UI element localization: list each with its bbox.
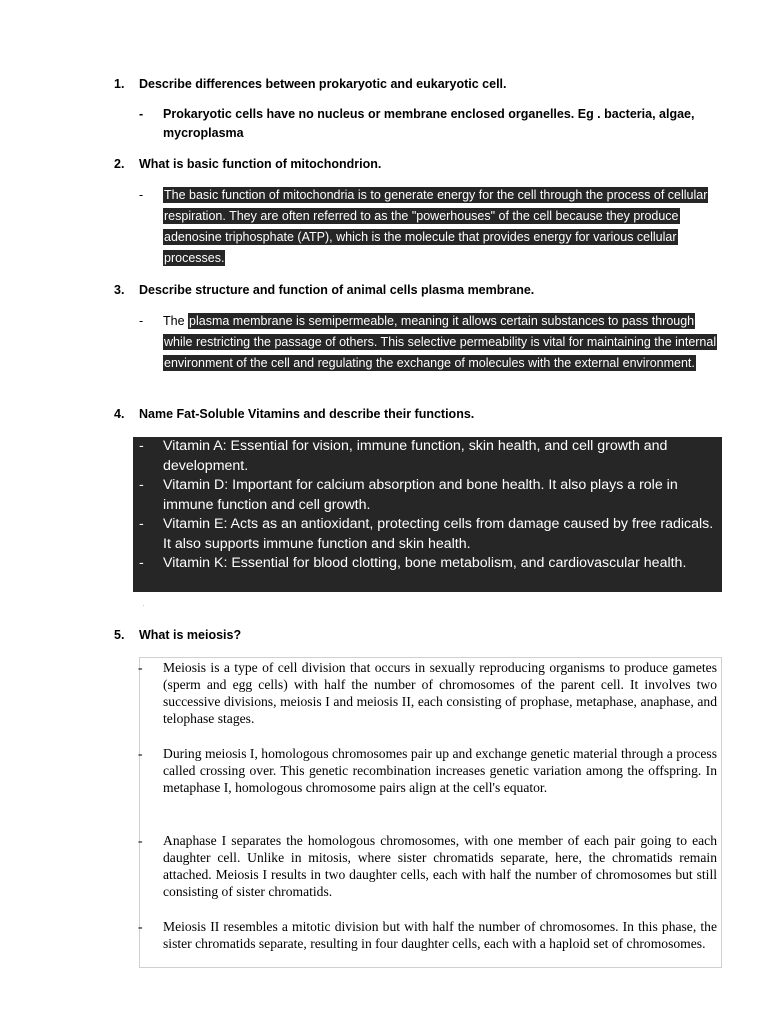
- meiosis-paragraph: [140, 659, 721, 727]
- paragraph-mark-decoration: ·: [142, 600, 146, 611]
- meiosis-paragraph-text: Anaphase I separates the homologous chromosomes, with one member of each pair going to each daughter cell. Unlike in mitosis, where sister chromatids separate, here, the chromatids remain attached. Meiosis I results in two daughter cells, each with half the number of chromosomes but still consisting of sister chromatids.: [163, 833, 717, 899]
- bullet-dash: -: [139, 188, 144, 202]
- meiosis-answer-box: [139, 657, 722, 968]
- bullet-dash: -: [138, 919, 143, 934]
- question-2: [114, 156, 724, 172]
- question-4: [114, 406, 724, 422]
- meiosis-paragraph-text: Meiosis II resembles a mitotic division but with half the number of chromosomes. In this phase, the sister chromatids separate, resulting in four daughter cells, each with a haploid set of chromosomes.: [163, 919, 717, 951]
- vitamin-text: Vitamin D: Important for calcium absorption and bone health. It also plays a role in immune function and cell growth.: [163, 477, 678, 513]
- meiosis-paragraph: [140, 832, 721, 900]
- answer-3: [139, 311, 724, 374]
- answer-3-lead-text: The: [163, 314, 189, 328]
- answer-1-text: Prokaryotic cells have no nucleus or membrane enclosed organelles. Eg . bacteria, algae, mycroplasma: [163, 107, 695, 140]
- bullet-dash: -: [139, 477, 144, 493]
- question-number: 5.: [114, 628, 125, 642]
- bullet-dash: -: [138, 660, 143, 675]
- question-number: 2.: [114, 157, 125, 171]
- bullet-dash: -: [139, 314, 144, 328]
- vitamin-text: Vitamin K: Essential for blood clotting, bone metabolism, and cardiovascular health.: [163, 555, 687, 571]
- question-1: [114, 76, 724, 92]
- vitamins-highlight-block: [133, 437, 722, 592]
- question-text: What is meiosis?: [139, 628, 242, 642]
- question-number: 1.: [114, 77, 125, 91]
- question-text: What is basic function of mitochondrion.: [139, 157, 382, 171]
- answer-2: [139, 185, 724, 269]
- question-text: Name Fat-Soluble Vitamins and describe their functions.: [139, 407, 475, 421]
- bullet-dash: -: [138, 833, 143, 848]
- question-text: Describe structure and function of animal cells plasma membrane.: [139, 283, 535, 297]
- bullet-dash: -: [139, 107, 144, 121]
- meiosis-paragraph: [140, 918, 721, 952]
- answer-3-highlighted-text: plasma membrane is semipermeable, meaning it allows certain substances to pass through while restricting the passage of others. This selective permeability is vital for maintaining the internal environment of the cell and regulating the exchange of molecules with the external environment.: [164, 314, 717, 370]
- vitamin-text: Vitamin E: Acts as an antioxidant, protecting cells from damage caused by free radicals. It also supports immune function and skin health.: [163, 516, 714, 552]
- vitamin-item: [133, 437, 722, 476]
- answer-1: [139, 105, 724, 143]
- vitamin-item: [133, 554, 722, 574]
- question-3: [114, 282, 724, 298]
- meiosis-paragraph-text: Meiosis is a type of cell division that occurs in sexually reproducing organisms to produce gametes (sperm and egg cells) with half the number of chromosomes of the parent cell. It involves two successive divisions, meiosis I and meiosis II, each consisting of prophase, metaphase, anaphase, and telophase stages.: [163, 660, 717, 726]
- question-number: 3.: [114, 283, 125, 297]
- bullet-dash: -: [139, 555, 144, 571]
- meiosis-paragraph-text: During meiosis I, homologous chromosomes pair up and exchange genetic material through a process called crossing over. This genetic recombination increases genetic variation among the offspring. In metaphase I, homologous chromosome pairs align at the cell's equator.: [163, 746, 717, 795]
- question-5: [114, 627, 724, 643]
- meiosis-paragraph: [140, 745, 721, 796]
- vitamin-text: Vitamin A: Essential for vision, immune function, skin health, and cell growth and development.: [163, 438, 668, 474]
- answer-2-highlighted-text: The basic function of mitochondria is to generate energy for the cell through the process of cellular respiration. They are often referred to as the "powerhouses" of the cell because they produce adenosine triphosphate (ATP), which is the molecule that provides energy for various cellular processes.: [164, 188, 708, 265]
- question-number: 4.: [114, 407, 125, 421]
- vitamin-item: [133, 476, 722, 515]
- vitamin-item: [133, 515, 722, 554]
- question-text: Describe differences between prokaryotic and eukaryotic cell.: [139, 77, 507, 91]
- bullet-dash: -: [139, 516, 144, 532]
- bullet-dash: -: [138, 746, 143, 761]
- bullet-dash: -: [139, 438, 144, 454]
